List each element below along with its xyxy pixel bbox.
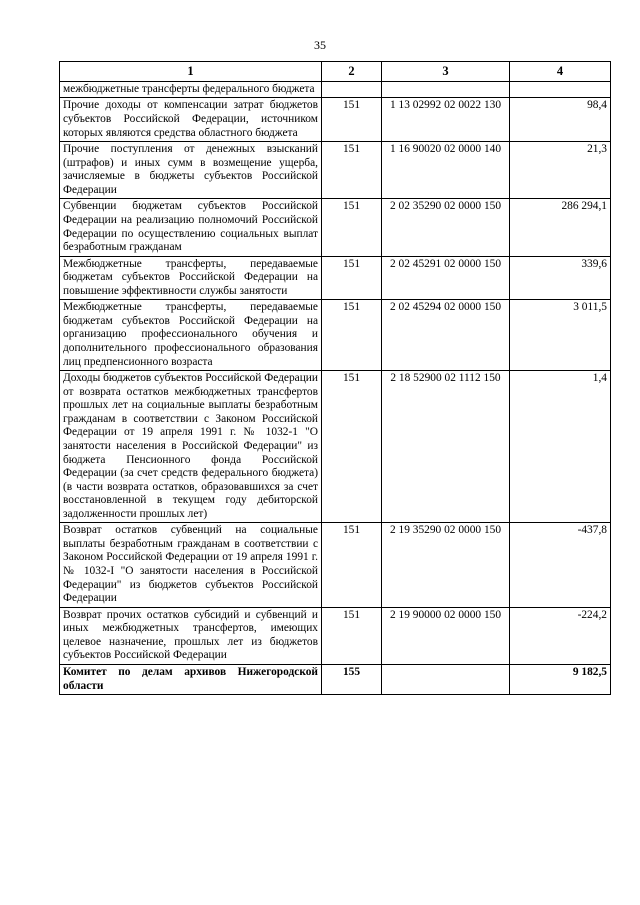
table-row [60,81,611,98]
row-admin-code: 151 [322,199,382,256]
row-kbk [382,81,510,98]
table-row [60,199,611,256]
row-kbk: 2 02 35290 02 0000 150 [382,199,510,256]
row-kbk [382,664,510,694]
row-kbk: 1 16 90020 02 0000 140 [382,142,510,199]
table-row [60,142,611,199]
table-row [60,523,611,607]
row-description: Субвенции бюджетам субъектов Российской Федерации на реализацию полномочий Российской Федерации по осуществлению социальных выплат безработным гражданам [60,199,322,256]
row-admin-code: 151 [322,300,382,371]
table-row [60,607,611,664]
row-amount: 3 011,5 [510,300,611,371]
table-row-total [60,664,611,694]
row-admin-code: 151 [322,256,382,300]
row-description: Комитет по делам архивов Нижегородской области [60,664,322,694]
row-admin-code: 151 [322,607,382,664]
row-amount: 286 294,1 [510,199,611,256]
column-header-3: 3 [382,62,510,82]
row-description: Возврат остатков субвенций на социальные выплаты безработным гражданам в соответствии с Законом Российской Федерации от 19 апреля 1991 г. № 1032-I "О занятости населения в Российской Федерации" из бюджетов субъектов Российской Федерации [60,523,322,607]
row-admin-code [322,81,382,98]
row-kbk: 2 02 45291 02 0000 150 [382,256,510,300]
column-header-4: 4 [510,62,611,82]
row-admin-code: 151 [322,371,382,523]
table-row [60,371,611,523]
table-row [60,98,611,142]
row-kbk: 1 13 02992 02 0022 130 [382,98,510,142]
row-kbk: 2 18 52900 02 1112 150 [382,371,510,523]
column-header-1: 1 [60,62,322,82]
row-amount [510,81,611,98]
row-admin-code: 155 [322,664,382,694]
page-number: 35 [314,38,326,52]
row-description: Межбюджетные трансферты, передаваемые бюджетам субъектов Российской Федерации на повышение эффективности службы занятости [60,256,322,300]
row-amount: 21,3 [510,142,611,199]
table-header-row [60,62,611,82]
row-kbk: 2 19 35290 02 0000 150 [382,523,510,607]
row-description: Возврат прочих остатков субсидий и субвенций и иных межбюджетных трансфертов, имеющих целевое назначение, прошлых лет из бюджетов субъектов Российской Федерации [60,607,322,664]
row-admin-code: 151 [322,142,382,199]
row-description: Прочие поступления от денежных взысканий (штрафов) и иных сумм в возмещение ущерба, зачисляемые в бюджеты субъектов Российской Федерации [60,142,322,199]
row-description: межбюджетные трансферты федерального бюджета [60,81,322,98]
row-description: Межбюджетные трансферты, передаваемые бюджетам субъектов Российской Федерации на организацию профессионального обучения и дополнительного профессионального образования лиц предпенсионного возраста [60,300,322,371]
row-description: Прочие доходы от компенсации затрат бюджетов субъектов Российской Федерации, источником которых являются средства областного бюджета [60,98,322,142]
table-row [60,256,611,300]
row-description: Доходы бюджетов субъектов Российской Федерации от возврата остатков межбюджетных трансфертов прошлых лет на социальные выплаты безработным гражданам в соответствии с Законом Российской Федерации от 19 апреля 1991 г. № 1032-1 "О занятости населения в Российской Федерации" из бюджета Пенсионного фонда Российской Федерации (за счет средств федерального бюджета) (в части возврата остатков, образовавшихся за счет восстановленной в текущем году дебиторской задолженности прошлых лет) [60,371,322,523]
row-amount: 98,4 [510,98,611,142]
row-amount: -224,2 [510,607,611,664]
row-amount: 9 182,5 [510,664,611,694]
row-admin-code: 151 [322,523,382,607]
row-kbk: 2 19 90000 02 0000 150 [382,607,510,664]
table-row [60,300,611,371]
row-amount: 1,4 [510,371,611,523]
row-amount: -437,8 [510,523,611,607]
row-amount: 339,6 [510,256,611,300]
revenue-table [59,61,611,695]
row-kbk: 2 02 45294 02 0000 150 [382,300,510,371]
column-header-2: 2 [322,62,382,82]
row-admin-code: 151 [322,98,382,142]
